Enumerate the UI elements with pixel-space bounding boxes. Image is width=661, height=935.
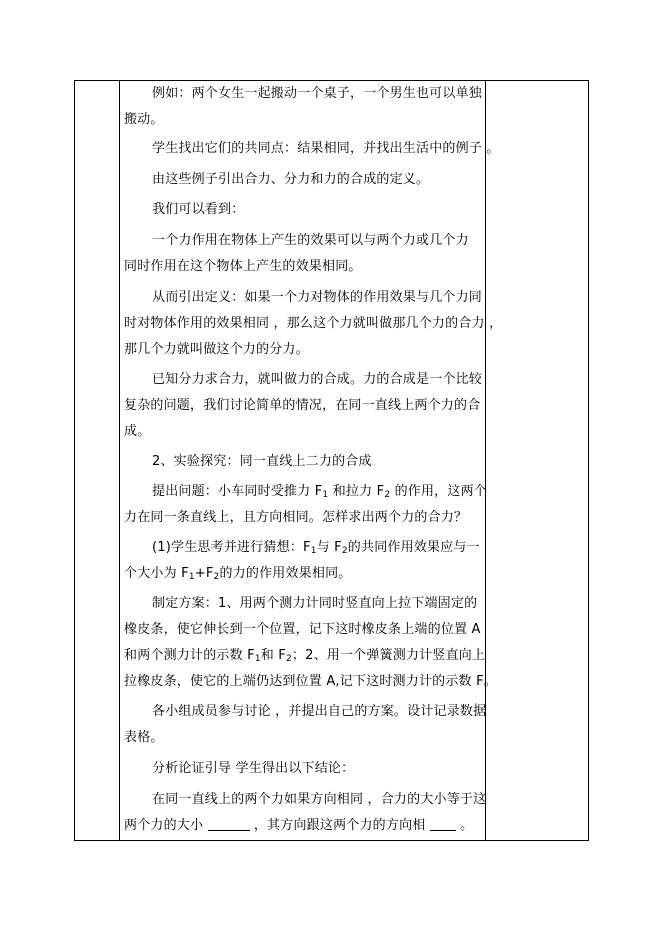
discuss-line2: 表格。 — [124, 730, 164, 745]
plan-line2: 橡皮条，使它伸长到一个位置，记下这时橡皮条上端的位置 A — [124, 622, 481, 637]
plan-line4: 拉橡皮条，使它的上端仍达到位置 A,记下这时测力计的示数 F。 — [124, 674, 497, 689]
conclusion-line2: 两个力的大小 ，其方向跟这两个力的方向相 。 — [124, 818, 474, 833]
discuss-line1: 各小组成员参与讨论 ，并提出自己的方案。设计记录数据 — [152, 704, 487, 719]
lesson-table — [74, 80, 589, 841]
plan-line3: 和两个测力计的示数 $F_1$和 $F_2$；2、用一个弹簧测力计竖直向上 — [124, 648, 486, 664]
guess-line1: (1)学生思考并进行猜想：$F_1$与 $F_2$的共同作用效果应与一 — [152, 540, 480, 556]
paragraph-example-line2: 搬动。 — [124, 112, 164, 127]
conclusion-line1: 在同一直线上的两个力如果方向相同 ，合力的大小等于这 — [152, 792, 487, 807]
fill-blank-magnitude[interactable] — [208, 816, 250, 831]
paragraph-effect-line2: 同时作用在这个物体上产生的效果相同。 — [124, 259, 362, 274]
fill-blank-direction[interactable] — [430, 816, 456, 831]
paragraph-example-line1: 例如：两个女生一起搬动一个桌子，一个男生也可以单独 — [152, 86, 483, 101]
paragraph-definition-line1: 从而引出定义：如果一个力对物体的作用效果与几个力同 — [152, 290, 483, 305]
guess-line2: 个大小为 $F_1+F_2$的力的作用效果相同。 — [124, 566, 352, 582]
plan-line1: 制定方案：1、用两个测力计同时竖直向上拉下端固定的 — [152, 596, 478, 611]
paragraph-composition-line2: 复杂的问题，我们讨论简单的情况，在同一直线上两个力的合 — [124, 398, 481, 413]
question-line2: 力在同一条直线上，且方向相同。怎样求出两个力的合力？ — [124, 510, 468, 525]
paragraph-we-see: 我们可以看到： — [152, 202, 245, 217]
section-heading-experiment: 2、实验探究：同一直线上二力的合成 — [152, 454, 372, 469]
paragraph-definition-line2: 时对物体作用的效果相同 ，那么这个力就叫做那几个力的合力 ， — [124, 316, 503, 331]
paragraph-common-point: 学生找出它们的共同点：结果相同，并找出生活中的例子 。 — [152, 141, 500, 156]
question-line1: 提出问题：小车同时受推力 $F_1$ 和拉力 $F_2$ 的作用，这两个 — [152, 484, 487, 500]
paragraph-definition-intro: 由这些例子引出合力、分力和力的合成的定义。 — [152, 172, 430, 187]
content-cell — [120, 81, 503, 840]
paragraph-composition-line1: 已知分力求合力，就叫做力的合成。力的合成是一个比较 — [152, 372, 483, 387]
analysis-line: 分析论证引导 学生得出以下结论： — [152, 761, 355, 776]
paragraph-definition-line3: 那几个力就叫做这个力的分力。 — [124, 342, 309, 357]
paragraph-effect-line1: 一个力作用在物体上产生的效果可以与两个力或几个力 — [152, 233, 469, 248]
paragraph-composition-line3: 成。 — [124, 424, 151, 439]
